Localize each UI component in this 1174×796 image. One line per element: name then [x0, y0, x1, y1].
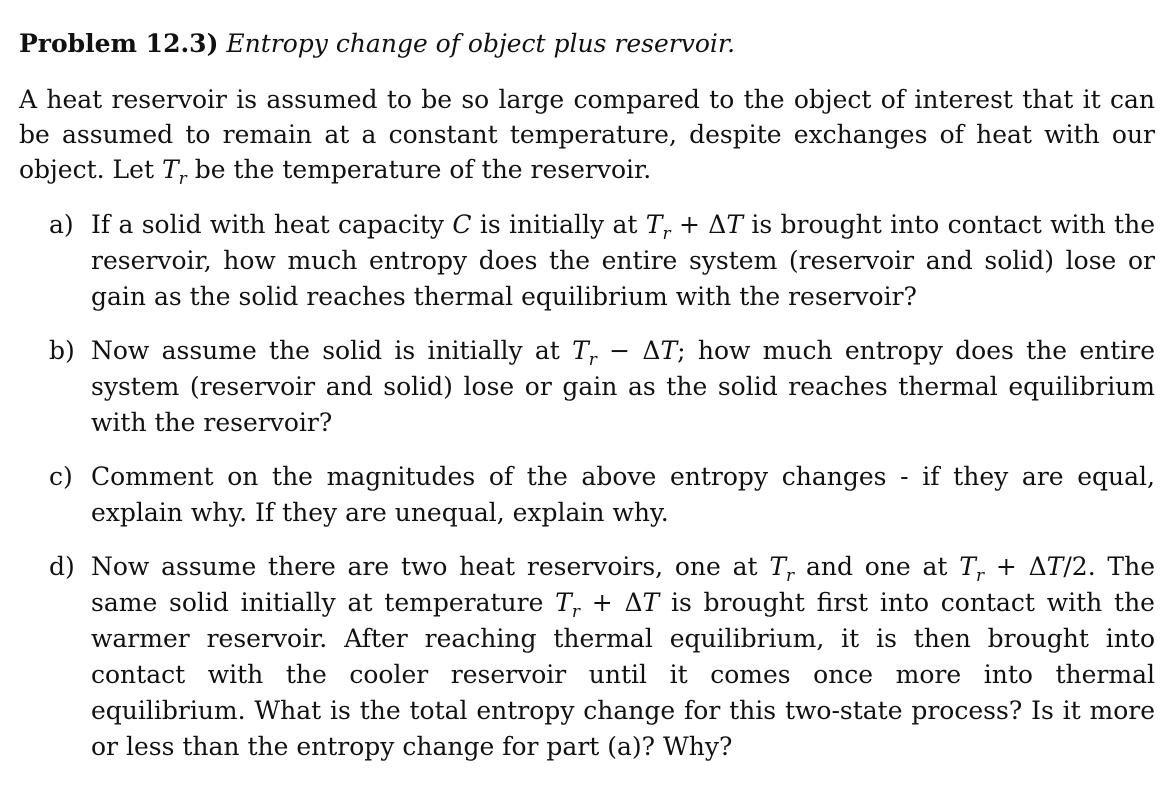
- problem-number: Problem 12.3): [19, 29, 219, 58]
- math-Tr: $T_r$: [161, 155, 187, 189]
- math-Tr: $T_r$: [769, 552, 795, 586]
- math-C: C: [452, 210, 472, 239]
- list-item-c: [49, 459, 1155, 531]
- item-marker-c: c): [49, 462, 73, 491]
- intro-paragraph: [19, 82, 1155, 187]
- problem-title: Entropy change of object plus reservoir.: [226, 29, 736, 58]
- math-Tr-plus-half-dT: $T_r + \Delta T/2$: [959, 552, 1088, 586]
- math-Tr-minus-dT: $T_r - \Delta T$: [572, 336, 678, 370]
- math-Tr-plus-dT: $T_r + \Delta T$: [555, 588, 660, 622]
- list-item-b: [49, 333, 1155, 441]
- intro-text-1: A heat reservoir is assumed to be so large compared to the object of interest that it can be assumed to remain at a constant temperature, despite exchanges of heat with our object. Let: [19, 85, 1155, 184]
- item-text-c: Comment on the magnitudes of the above entropy changes - if they are equal, explain why. If they are unequal, explain why.: [91, 462, 1155, 527]
- intro-text-2: be the temperature of the reservoir.: [194, 155, 652, 184]
- item-text-d: Now assume there are two heat reservoirs, one at $T_r$ and one at $T_r + \Delta T/2$. The same solid initially at temperature $T_r + \Delta T$ is brought first into contact with the warmer reservoir. After reaching thermal equilibrium, it is then brought into contact with the cooler reservoir until it comes once more into thermal equilibrium. What is the total entropy change for this two-state process? Is it more or less than the entropy change for part (a)? Why?: [91, 552, 1156, 761]
- item-text-a: If a solid with heat capacity C is initially at $T_r + \Delta T$ is brought into contact with the reservoir, how much entropy does the entire system (reservoir and solid) lose or gain as the solid reaches thermal equilibrium with the reservoir?: [91, 210, 1155, 311]
- item-marker-a: a): [49, 210, 74, 239]
- math-Tr-plus-dT: $T_r + \Delta T$: [645, 210, 744, 244]
- problem-heading: [19, 28, 735, 60]
- item-text-b: Now assume the solid is initially at $T_r - \Delta T$; how much entropy does the entire system (reservoir and solid) lose or gain as the solid reaches thermal equilibrium with the reservoir?: [91, 336, 1155, 437]
- item-marker-b: b): [49, 336, 75, 365]
- list-item-a: [49, 207, 1155, 315]
- list-item-d: [49, 549, 1155, 765]
- item-marker-d: d): [49, 552, 75, 581]
